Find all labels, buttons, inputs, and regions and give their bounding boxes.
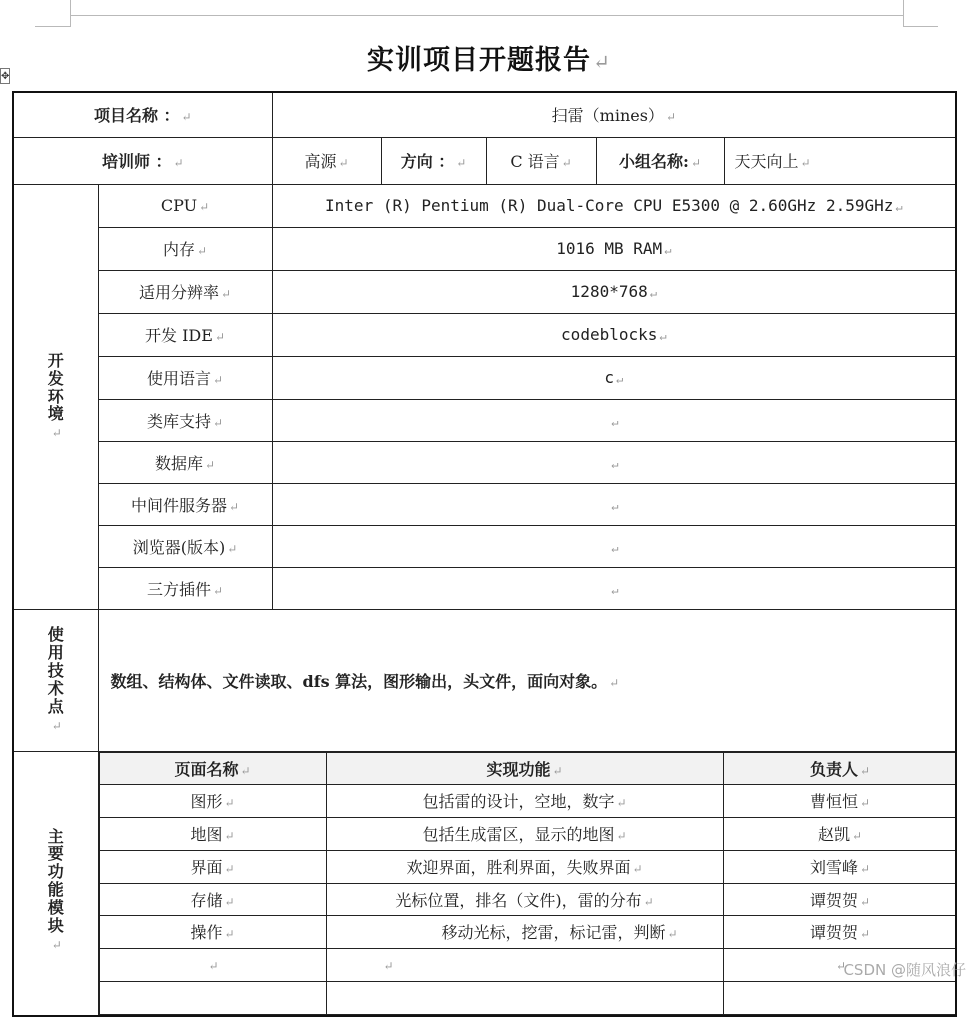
module-table-row: [99, 981, 956, 1014]
env-label: 内存 ↵: [98, 227, 272, 270]
module-page[interactable]: [99, 981, 326, 1014]
module-function[interactable]: 欢迎界面，胜利界面，失败界面 ↵: [326, 850, 723, 883]
env-label: 中间件服务器 ↵: [98, 483, 272, 525]
tech-value[interactable]: 数组、结构体、文件读取、dfs 算法，图形输出，头文件，面向对象。 ↵: [98, 609, 956, 751]
report-table: [12, 91, 957, 1017]
module-function[interactable]: 光标位置，排名（文件)，雷的分布 ↵: [326, 883, 723, 915]
module-function[interactable]: ↵: [326, 948, 723, 981]
env-label: 开发 IDE ↵: [98, 313, 272, 356]
module-page[interactable]: 存储 ↵: [99, 883, 326, 915]
env-section-label: 开 发 环 境 ↵: [13, 184, 98, 609]
page-name-header: 页面名称 ↵: [99, 752, 326, 784]
env-label: CPU ↵: [98, 184, 272, 227]
module-owner[interactable]: [723, 981, 956, 1014]
module-owner[interactable]: 曹恒恒 ↵: [723, 784, 956, 817]
env-value[interactable]: ↵: [272, 525, 956, 567]
env-label: 类库支持 ↵: [98, 399, 272, 441]
page-margin-guides: [0, 0, 978, 40]
tech-section-label: 使 用 技 术 点 ↵: [13, 609, 98, 751]
project-name-row: [13, 92, 956, 137]
env-label: 浏览器(版本) ↵: [98, 525, 272, 567]
module-owner[interactable]: ↵: [723, 948, 956, 981]
trainer-label: 培训师 ： ↵: [13, 137, 272, 184]
env-row: [13, 399, 956, 441]
module-owner[interactable]: 谭贺贺 ↵: [723, 915, 956, 948]
module-table-row: [99, 784, 956, 817]
module-table-row: [99, 948, 956, 981]
module-function[interactable]: 包括生成雷区，显示的地图 ↵: [326, 817, 723, 850]
csdn-watermark: CSDN @随风浪仔: [843, 961, 966, 979]
module-page[interactable]: 地图 ↵: [99, 817, 326, 850]
function-header: 实现功能 ↵: [326, 752, 723, 784]
module-table: [99, 752, 957, 1015]
module-page[interactable]: 图形 ↵: [99, 784, 326, 817]
module-row: [13, 751, 956, 1016]
env-label: 三方插件 ↵: [98, 567, 272, 609]
env-value[interactable]: ↵: [272, 567, 956, 609]
module-table-row: [99, 817, 956, 850]
env-value[interactable]: ↵: [272, 483, 956, 525]
module-function[interactable]: 包括雷的设计，空地，数字 ↵: [326, 784, 723, 817]
module-page[interactable]: ↵: [99, 948, 326, 981]
module-table-row: [99, 850, 956, 883]
owner-header: 负责人 ↵: [723, 752, 956, 784]
tech-row: [13, 609, 956, 751]
env-row: [13, 441, 956, 483]
env-row: [13, 525, 956, 567]
env-label: 数据库 ↵: [98, 441, 272, 483]
direction-label: 方向 ： ↵: [381, 137, 486, 184]
trainer-value[interactable]: 高源 ↵: [272, 137, 381, 184]
env-row: [13, 270, 956, 313]
env-value[interactable]: 1016 MB RAM ↵: [272, 227, 956, 270]
group-name-value[interactable]: 天天向上 ↵: [724, 137, 956, 184]
module-table-cell: [98, 751, 956, 1016]
module-page[interactable]: 界面 ↵: [99, 850, 326, 883]
env-label: 使用语言 ↵: [98, 356, 272, 399]
project-name-value[interactable]: 扫雷（mines） ↵: [272, 92, 956, 137]
env-value[interactable]: c ↵: [272, 356, 956, 399]
env-row: [13, 483, 956, 525]
module-table-row: [99, 883, 956, 915]
trainer-row: [13, 137, 956, 184]
env-row: [13, 356, 956, 399]
env-row: [13, 313, 956, 356]
table-move-handle-icon[interactable]: ✥: [0, 68, 10, 84]
env-value[interactable]: codeblocks ↵: [272, 313, 956, 356]
env-row: [13, 567, 956, 609]
module-function[interactable]: [326, 981, 723, 1014]
module-owner[interactable]: 谭贺贺 ↵: [723, 883, 956, 915]
env-value[interactable]: 1280*768 ↵: [272, 270, 956, 313]
document-title: 实训项目开题报告↵: [367, 45, 611, 76]
env-row: [13, 184, 956, 227]
module-section-label: 主 要 功 能 模 块 ↵: [13, 751, 98, 1016]
env-value[interactable]: ↵: [272, 399, 956, 441]
group-name-label: 小组名称: ↵: [596, 137, 724, 184]
module-table-row: [99, 915, 956, 948]
module-table-header: [99, 752, 956, 784]
module-owner[interactable]: 赵凯 ↵: [723, 817, 956, 850]
module-owner[interactable]: 刘雪峰 ↵: [723, 850, 956, 883]
direction-value[interactable]: C 语言 ↵: [486, 137, 596, 184]
module-page[interactable]: 操作 ↵: [99, 915, 326, 948]
env-value[interactable]: ↵: [272, 441, 956, 483]
env-row: [13, 227, 956, 270]
env-label: 适用分辨率 ↵: [98, 270, 272, 313]
project-name-label: 项目名称 ： ↵: [13, 92, 272, 137]
module-function[interactable]: 移动光标，挖雷，标记雷，判断 ↵: [326, 915, 723, 948]
env-value[interactable]: Inter (R) Pentium (R) Dual-Core CPU E5300 @ 2.60GHz 2.59GHz ↵: [272, 184, 956, 227]
